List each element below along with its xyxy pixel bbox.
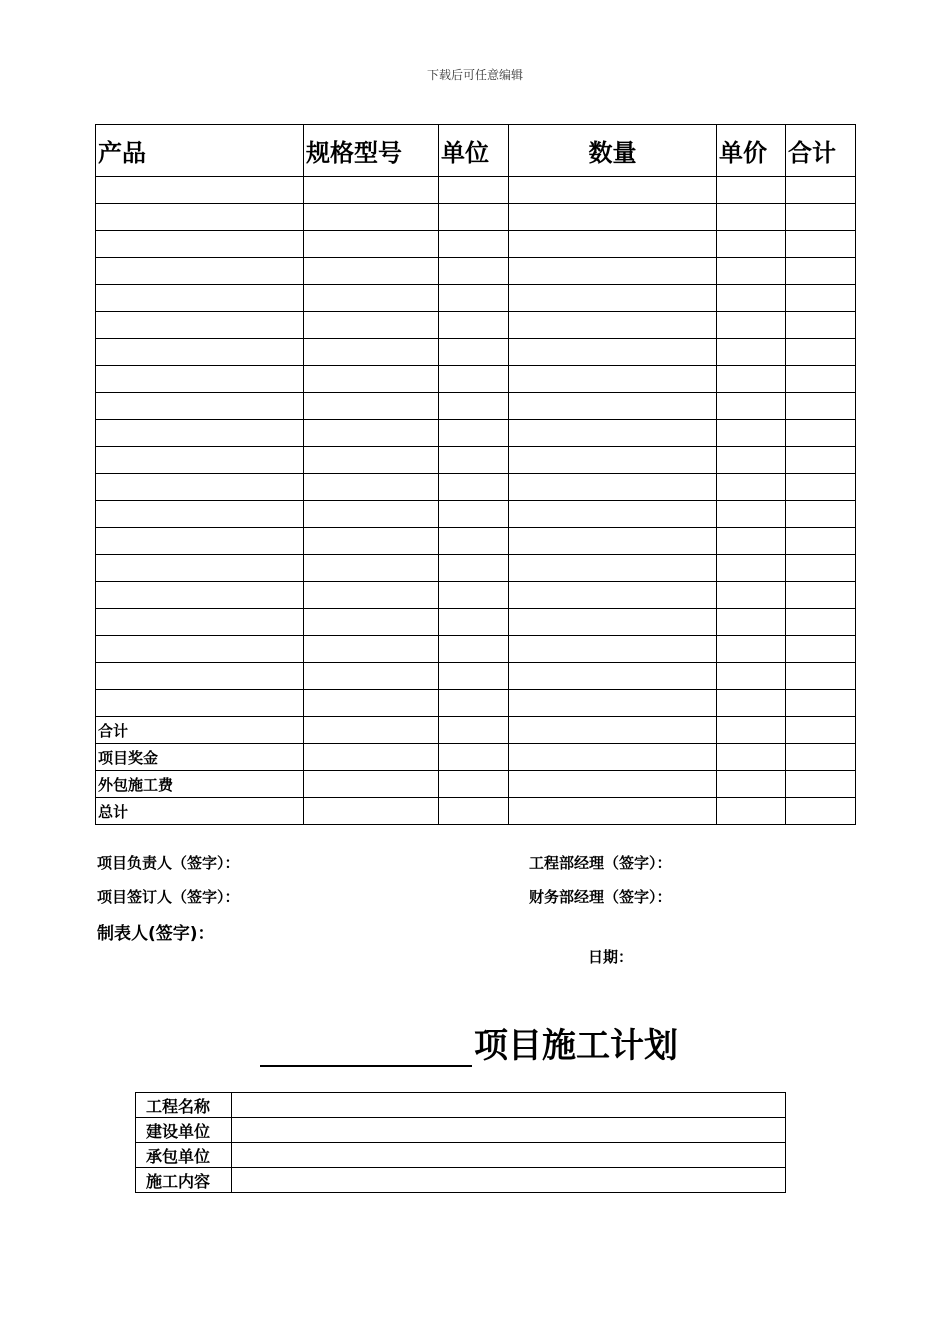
table-cell[interactable] bbox=[439, 771, 509, 798]
table-row bbox=[96, 690, 856, 717]
table-cell[interactable] bbox=[509, 366, 717, 393]
table-cell[interactable] bbox=[509, 582, 717, 609]
table-cell[interactable] bbox=[717, 258, 786, 285]
table-cell[interactable] bbox=[96, 609, 304, 636]
table-cell[interactable] bbox=[509, 312, 717, 339]
plan-title-text: 项目施工计划 bbox=[474, 1026, 678, 1066]
date-label: 日期： bbox=[588, 948, 634, 966]
info-value-field[interactable] bbox=[232, 1118, 786, 1143]
table-cell[interactable] bbox=[96, 555, 304, 582]
col-header-total: 合计 bbox=[786, 125, 856, 177]
table-cell[interactable] bbox=[509, 339, 717, 366]
table-cell[interactable] bbox=[439, 636, 509, 663]
table-cell[interactable] bbox=[786, 285, 856, 312]
table-cell[interactable] bbox=[96, 582, 304, 609]
table-cell[interactable] bbox=[304, 717, 439, 744]
table-cell[interactable] bbox=[96, 501, 304, 528]
table-cell[interactable] bbox=[439, 366, 509, 393]
table-cell[interactable] bbox=[509, 771, 717, 798]
table-cell[interactable] bbox=[439, 744, 509, 771]
project-name-blank[interactable] bbox=[260, 1027, 472, 1067]
table-cell[interactable] bbox=[786, 663, 856, 690]
table-row bbox=[96, 420, 856, 447]
col-header-unit-price: 单价 bbox=[717, 125, 786, 177]
table-cell[interactable] bbox=[96, 447, 304, 474]
table-cell[interactable] bbox=[717, 582, 786, 609]
table-cell[interactable] bbox=[786, 609, 856, 636]
table-cell[interactable] bbox=[786, 474, 856, 501]
table-cell[interactable] bbox=[786, 447, 856, 474]
table-cell[interactable] bbox=[439, 447, 509, 474]
table-cell[interactable] bbox=[509, 717, 717, 744]
table-cell[interactable] bbox=[717, 771, 786, 798]
table-cell[interactable] bbox=[786, 366, 856, 393]
finance-manager-signature: 财务部经理（签字）： bbox=[529, 888, 672, 906]
table-cell[interactable] bbox=[439, 285, 509, 312]
table-cell[interactable] bbox=[786, 744, 856, 771]
table-cell[interactable] bbox=[304, 447, 439, 474]
table-cell[interactable] bbox=[96, 177, 304, 204]
table-cell[interactable] bbox=[717, 609, 786, 636]
table-cell[interactable] bbox=[304, 690, 439, 717]
engineering-manager-signature: 工程部经理（签字）： bbox=[529, 854, 672, 872]
info-label: 施工内容 bbox=[136, 1168, 232, 1193]
table-row bbox=[96, 555, 856, 582]
table-row bbox=[96, 528, 856, 555]
table-cell[interactable] bbox=[786, 636, 856, 663]
table-cell[interactable] bbox=[439, 609, 509, 636]
table-cell[interactable] bbox=[96, 393, 304, 420]
table-cell[interactable] bbox=[786, 204, 856, 231]
table-cell[interactable] bbox=[509, 528, 717, 555]
table-cell[interactable] bbox=[717, 231, 786, 258]
table-cell[interactable] bbox=[96, 420, 304, 447]
table-cell[interactable] bbox=[96, 528, 304, 555]
table-cell[interactable] bbox=[717, 420, 786, 447]
table-row bbox=[96, 582, 856, 609]
table-row bbox=[96, 312, 856, 339]
table-cell[interactable] bbox=[786, 231, 856, 258]
summary-row bbox=[96, 798, 856, 825]
table-cell[interactable] bbox=[304, 474, 439, 501]
table-cell[interactable] bbox=[304, 393, 439, 420]
table-cell[interactable] bbox=[717, 555, 786, 582]
table-cell[interactable] bbox=[717, 690, 786, 717]
table-cell[interactable] bbox=[717, 798, 786, 825]
table-cell[interactable] bbox=[439, 582, 509, 609]
table-cell[interactable] bbox=[96, 690, 304, 717]
table-cell[interactable] bbox=[439, 393, 509, 420]
table-row bbox=[96, 339, 856, 366]
table-cell[interactable] bbox=[304, 744, 439, 771]
table-row bbox=[96, 636, 856, 663]
info-row bbox=[136, 1118, 786, 1143]
table-cell[interactable] bbox=[717, 474, 786, 501]
table-row bbox=[96, 501, 856, 528]
table-cell[interactable] bbox=[304, 285, 439, 312]
table-row bbox=[96, 609, 856, 636]
summary-row bbox=[96, 771, 856, 798]
info-row bbox=[136, 1168, 786, 1193]
table-cell[interactable] bbox=[717, 717, 786, 744]
table-cell[interactable] bbox=[509, 690, 717, 717]
summary-row-label: 总计 bbox=[96, 798, 304, 825]
table-cell[interactable] bbox=[439, 528, 509, 555]
table-cell[interactable] bbox=[717, 312, 786, 339]
table-cell[interactable] bbox=[786, 177, 856, 204]
summary-row bbox=[96, 717, 856, 744]
table-cell[interactable] bbox=[717, 366, 786, 393]
product-table bbox=[95, 124, 856, 825]
table-cell[interactable] bbox=[509, 231, 717, 258]
table-cell[interactable] bbox=[717, 528, 786, 555]
table-cell[interactable] bbox=[439, 501, 509, 528]
info-label: 承包单位 bbox=[136, 1143, 232, 1168]
table-cell[interactable] bbox=[96, 366, 304, 393]
table-cell[interactable] bbox=[96, 204, 304, 231]
table-cell[interactable] bbox=[439, 258, 509, 285]
table-row bbox=[96, 177, 856, 204]
summary-row-label: 外包施工费 bbox=[96, 771, 304, 798]
info-value-field[interactable] bbox=[232, 1143, 786, 1168]
table-cell[interactable] bbox=[509, 447, 717, 474]
table-cell[interactable] bbox=[717, 744, 786, 771]
table-row bbox=[96, 285, 856, 312]
table-row bbox=[96, 447, 856, 474]
table-row bbox=[96, 204, 856, 231]
table-cell[interactable] bbox=[304, 339, 439, 366]
table-cell[interactable] bbox=[304, 609, 439, 636]
table-cell[interactable] bbox=[96, 474, 304, 501]
table-cell[interactable] bbox=[786, 393, 856, 420]
table-row bbox=[96, 366, 856, 393]
table-cell[interactable] bbox=[786, 501, 856, 528]
table-cell[interactable] bbox=[96, 312, 304, 339]
table-cell[interactable] bbox=[786, 771, 856, 798]
col-header-unit: 单位 bbox=[439, 125, 509, 177]
col-header-product: 产品 bbox=[96, 125, 304, 177]
table-cell[interactable] bbox=[717, 204, 786, 231]
table-cell[interactable] bbox=[304, 231, 439, 258]
table-cell[interactable] bbox=[304, 366, 439, 393]
info-value-field[interactable] bbox=[232, 1168, 786, 1193]
table-cell[interactable] bbox=[786, 528, 856, 555]
table-cell[interactable] bbox=[304, 501, 439, 528]
table-cell[interactable] bbox=[304, 582, 439, 609]
table-cell[interactable] bbox=[439, 663, 509, 690]
table-cell[interactable] bbox=[717, 177, 786, 204]
table-cell[interactable] bbox=[96, 636, 304, 663]
table-row bbox=[96, 393, 856, 420]
table-cell[interactable] bbox=[509, 555, 717, 582]
table-cell[interactable] bbox=[717, 501, 786, 528]
table-row bbox=[96, 258, 856, 285]
table-row bbox=[96, 474, 856, 501]
table-cell[interactable] bbox=[717, 393, 786, 420]
table-cell[interactable] bbox=[509, 393, 717, 420]
table-cell[interactable] bbox=[786, 582, 856, 609]
table-cell[interactable] bbox=[509, 501, 717, 528]
table-cell[interactable] bbox=[717, 636, 786, 663]
table-cell[interactable] bbox=[304, 636, 439, 663]
table-cell[interactable] bbox=[786, 717, 856, 744]
table-cell[interactable] bbox=[304, 204, 439, 231]
table-cell[interactable] bbox=[509, 474, 717, 501]
header-note: 下载后可任意编辑 bbox=[426, 68, 523, 82]
table-cell[interactable] bbox=[96, 339, 304, 366]
info-label: 工程名称 bbox=[136, 1093, 232, 1118]
col-header-spec: 规格型号 bbox=[304, 125, 439, 177]
table-cell[interactable] bbox=[439, 717, 509, 744]
table-row bbox=[96, 663, 856, 690]
table-cell[interactable] bbox=[786, 339, 856, 366]
col-header-quantity: 数量 bbox=[509, 125, 717, 177]
project-info-table bbox=[135, 1092, 786, 1193]
table-cell[interactable] bbox=[304, 258, 439, 285]
table-cell[interactable] bbox=[439, 690, 509, 717]
table-cell[interactable] bbox=[439, 204, 509, 231]
table-cell[interactable] bbox=[304, 312, 439, 339]
summary-row-label: 项目奖金 bbox=[96, 744, 304, 771]
table-cell[interactable] bbox=[304, 555, 439, 582]
table-cell[interactable] bbox=[509, 744, 717, 771]
info-row bbox=[136, 1143, 786, 1168]
table-cell[interactable] bbox=[304, 663, 439, 690]
table-cell[interactable] bbox=[509, 798, 717, 825]
summary-row bbox=[96, 744, 856, 771]
table-cell[interactable] bbox=[786, 312, 856, 339]
table-cell[interactable] bbox=[439, 231, 509, 258]
info-label: 建设单位 bbox=[136, 1118, 232, 1143]
table-cell[interactable] bbox=[439, 177, 509, 204]
table-cell[interactable] bbox=[509, 204, 717, 231]
table-cell[interactable] bbox=[786, 690, 856, 717]
table-cell[interactable] bbox=[717, 663, 786, 690]
table-header-row bbox=[96, 125, 856, 177]
table-cell[interactable] bbox=[304, 420, 439, 447]
table-cell[interactable] bbox=[717, 339, 786, 366]
table-cell[interactable] bbox=[509, 420, 717, 447]
table-cell[interactable] bbox=[509, 177, 717, 204]
table-cell[interactable] bbox=[786, 258, 856, 285]
table-cell[interactable] bbox=[786, 420, 856, 447]
table-cell[interactable] bbox=[304, 177, 439, 204]
project-signer-signature: 项目签订人（签字）： bbox=[97, 888, 240, 906]
info-row bbox=[136, 1093, 786, 1118]
table-cell[interactable] bbox=[96, 231, 304, 258]
table-cell[interactable] bbox=[439, 339, 509, 366]
table-cell[interactable] bbox=[439, 474, 509, 501]
table-cell[interactable] bbox=[304, 528, 439, 555]
table-cell[interactable] bbox=[786, 798, 856, 825]
info-value-field[interactable] bbox=[232, 1093, 786, 1118]
table-cell[interactable] bbox=[509, 285, 717, 312]
table-cell[interactable] bbox=[439, 798, 509, 825]
table-row bbox=[96, 231, 856, 258]
table-cell[interactable] bbox=[96, 663, 304, 690]
table-cell[interactable] bbox=[717, 285, 786, 312]
table-cell[interactable] bbox=[439, 312, 509, 339]
table-cell[interactable] bbox=[786, 555, 856, 582]
table-cell[interactable] bbox=[96, 258, 304, 285]
table-cell[interactable] bbox=[304, 771, 439, 798]
table-cell[interactable] bbox=[96, 285, 304, 312]
table-cell[interactable] bbox=[304, 798, 439, 825]
preparer-signature: 制表人(签字)： bbox=[97, 924, 215, 944]
table-cell[interactable] bbox=[509, 663, 717, 690]
plan-title bbox=[260, 1018, 678, 1067]
table-cell[interactable] bbox=[509, 258, 717, 285]
project-leader-signature: 项目负责人（签字）： bbox=[97, 854, 240, 872]
table-cell[interactable] bbox=[439, 420, 509, 447]
table-cell[interactable] bbox=[509, 636, 717, 663]
summary-row-label: 合计 bbox=[96, 717, 304, 744]
table-cell[interactable] bbox=[717, 447, 786, 474]
table-cell[interactable] bbox=[439, 555, 509, 582]
table-cell[interactable] bbox=[509, 609, 717, 636]
